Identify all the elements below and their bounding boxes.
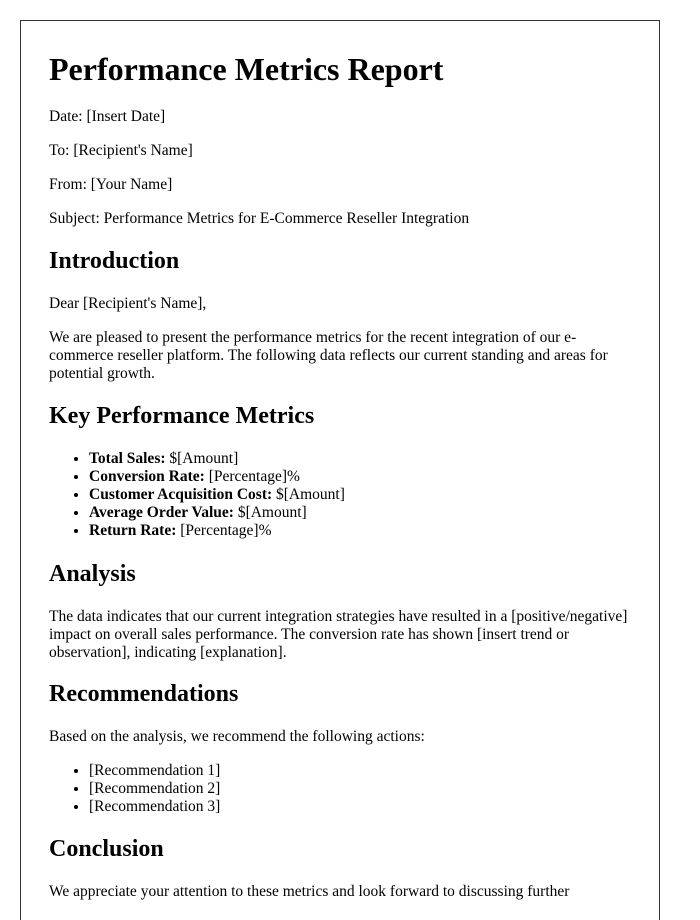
metric-item xyxy=(89,486,345,504)
metric-value: [Percentage]% xyxy=(204,468,300,485)
introduction-heading: Introduction xyxy=(49,248,180,274)
metric-label: Conversion Rate: xyxy=(89,468,205,485)
to-line: To: [Recipient's Name] xyxy=(49,142,193,159)
metric-item xyxy=(89,522,345,540)
metric-label: Total Sales: xyxy=(89,450,166,467)
analysis-body: The data indicates that our current integration strategies have resulted in a [positive/negative] impact on overall sales performance. The conversion rate has shown [insert trend or observation], indicating [explanation]. xyxy=(49,608,628,661)
metric-value: $[Amount] xyxy=(165,450,239,467)
letter-page xyxy=(20,20,660,920)
recommendations-heading: Recommendations xyxy=(49,681,239,707)
metric-item xyxy=(89,468,345,486)
metric-value: $[Amount] xyxy=(233,504,307,521)
date-line: Date: [Insert Date] xyxy=(49,108,166,125)
metric-item xyxy=(89,504,345,522)
greeting: Dear [Recipient's Name], xyxy=(49,295,207,312)
from-line: From: [Your Name] xyxy=(49,176,173,193)
analysis-heading: Analysis xyxy=(49,561,136,587)
metrics-heading: Key Performance Metrics xyxy=(49,403,315,429)
subject-line: Subject: Performance Metrics for E-Commerce Reseller Integration xyxy=(49,210,470,227)
conclusion-heading: Conclusion xyxy=(49,836,164,862)
metric-label: Average Order Value: xyxy=(89,504,234,521)
metric-label: Return Rate: xyxy=(89,522,177,539)
recommendation-item: • [Recommendation 3] xyxy=(89,798,220,816)
recommendations-intro: Based on the analysis, we recommend the following actions: xyxy=(49,728,425,745)
metric-value: $[Amount] xyxy=(272,486,345,503)
recommendation-item: • [Recommendation 1] xyxy=(89,762,220,780)
introduction-body: We are pleased to present the performance metrics for the recent integration of our e-commerce reseller platform. The following data reflects our current standing and areas for potential growth. xyxy=(49,329,608,382)
report-title: Performance Metrics Report xyxy=(49,51,444,87)
conclusion-body: We appreciate your attention to these metrics and look forward to discussing further xyxy=(49,883,570,900)
recommendations-list xyxy=(49,762,220,816)
metric-item xyxy=(89,450,345,468)
metrics-list xyxy=(49,450,345,540)
recommendation-item: • [Recommendation 2] xyxy=(89,780,220,798)
metric-label: Customer Acquisition Cost: xyxy=(89,486,273,503)
metric-value: [Percentage]% xyxy=(176,522,272,539)
